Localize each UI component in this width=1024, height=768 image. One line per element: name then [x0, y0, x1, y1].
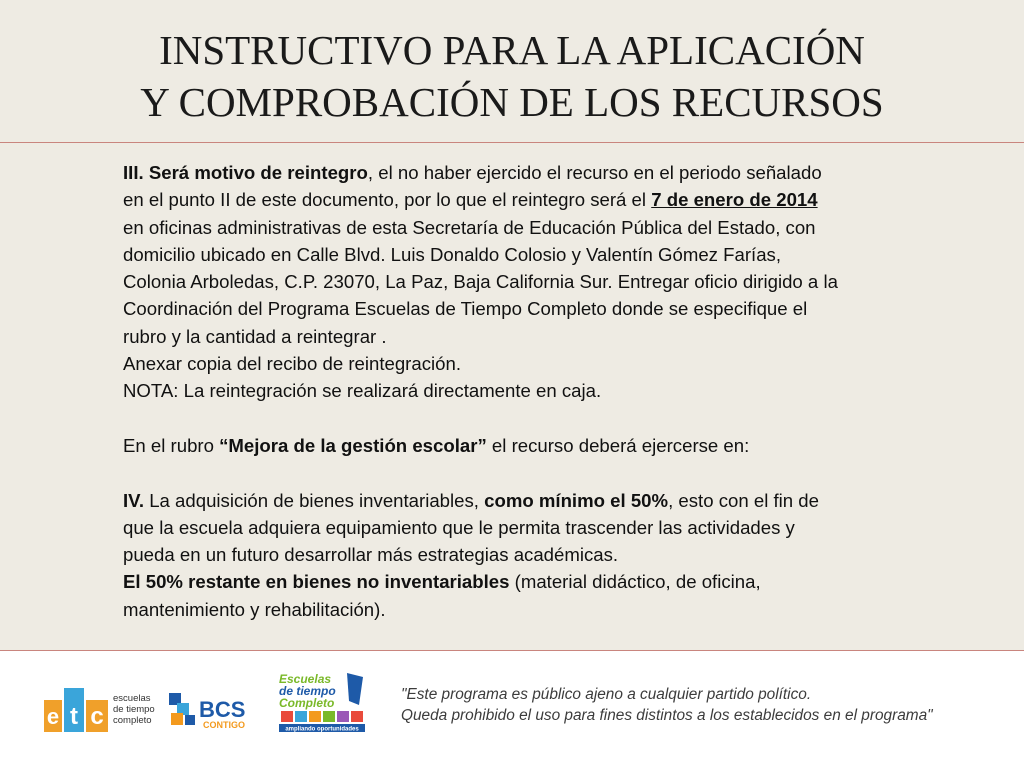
map-icon: [347, 673, 363, 705]
text-span: , el no haber ejercido el recurso en el periodo señalado: [367, 162, 822, 183]
paragraph-gap: [123, 405, 913, 432]
top-divider: [0, 142, 1024, 143]
section-number: IV.: [123, 489, 145, 511]
text-span: (material didáctico, de oficina,: [509, 571, 761, 593]
remaining-percent: El 50% restante en bienes no inventariables: [123, 571, 510, 593]
text-line: [123, 186, 913, 213]
rubro-name: “Mejora de la gestión escolar”: [219, 434, 487, 456]
esc-line-2: de tiempo: [279, 684, 336, 698]
bcs-mark-square: [185, 715, 195, 725]
slide-title: [0, 24, 1024, 128]
activity-icon: [295, 711, 307, 722]
text-line: Colonia Arboledas, C.P. 23070, La Paz, Baja California Sur. Entregar oficio dirigido a la: [123, 271, 838, 293]
etc-letter-c: c: [90, 703, 104, 730]
activity-icon: [337, 711, 349, 722]
text-line: en oficinas administrativas de esta Secretaría de Educación Pública del Estado, con: [123, 216, 816, 238]
slide-title-line-2: Y COMPROBACIÓN DE LOS RECURSOS: [140, 79, 884, 125]
text-line: [123, 432, 913, 459]
bcs-mark-square: [171, 713, 183, 725]
text-line: pueda en un futuro desarrollar más estrategias académicas.: [123, 544, 619, 566]
text-span: En el rubro: [123, 434, 220, 456]
activity-icon: [323, 711, 335, 722]
bcs-contigo-logo: [167, 687, 261, 731]
text-line: domicilio ubicado en Calle Blvd. Luis Donaldo Colosio y Valentín Gómez Farías,: [123, 243, 781, 265]
etc-logo: [44, 686, 166, 732]
text-line: [123, 568, 913, 595]
etc-letter-t: t: [70, 703, 78, 730]
body-text: [123, 159, 913, 623]
text-line: rubro y la cantidad a reintegrar .: [123, 325, 387, 347]
text-line: Anexar copia del recibo de reintegración.: [123, 353, 461, 375]
reintegro-heading: III. Será motivo de reintegro: [123, 162, 368, 183]
bcs-subtitle: CONTIGO: [203, 720, 245, 730]
footer: [0, 651, 1024, 768]
escuelas-tiempo-completo-logo: [277, 671, 367, 733]
text-span: en el punto II de este documento, por lo que el reintegro será el: [123, 189, 652, 211]
etc-letter-e: e: [46, 704, 60, 729]
activity-icon: [351, 711, 363, 722]
disclaimer-line-1: "Este programa es público ajeno a cualquier partido político.: [401, 686, 812, 703]
text-line: Coordinación del Programa Escuelas de Tiempo Completo donde se especifique el: [123, 298, 808, 320]
disclaimer: [401, 684, 1001, 726]
activity-icon: [309, 711, 321, 722]
etc-caption-3: completo: [113, 715, 152, 726]
text-line: NOTA: La reintegración se realizará directamente en caja.: [123, 380, 602, 402]
disclaimer-line-2: Queda prohibido el uso para fines distintos a los establecidos en el programa": [401, 707, 933, 724]
text-line: [123, 159, 913, 186]
esc-tagline: ampliando oportunidades: [285, 726, 359, 733]
etc-caption-1: escuelas: [113, 693, 151, 704]
reintegro-date: 7 de enero de 2014: [651, 189, 818, 211]
esc-line-1: Escuelas: [279, 672, 332, 686]
paragraph-gap: [123, 459, 913, 486]
text-span: La adquisición de bienes inventariables,: [144, 489, 485, 511]
minimum-percent: como mínimo el 50%: [484, 489, 669, 511]
text-line: que la escuela adquiera equipamiento que le permita trascender las actividades y: [123, 516, 795, 538]
slide-title-line-1: INSTRUCTIVO PARA LA APLICACIÓN: [159, 27, 865, 73]
text-span: , esto con el fin de: [668, 489, 819, 511]
esc-line-3: Completo: [279, 696, 335, 710]
activity-icon: [281, 711, 293, 722]
bcs-wordmark: BCS: [199, 697, 246, 722]
etc-caption-2: de tiempo: [113, 704, 155, 715]
text-line: [123, 487, 913, 514]
text-span: el recurso deberá ejercerse en:: [486, 434, 750, 456]
text-line: mantenimiento y rehabilitación).: [123, 598, 386, 620]
